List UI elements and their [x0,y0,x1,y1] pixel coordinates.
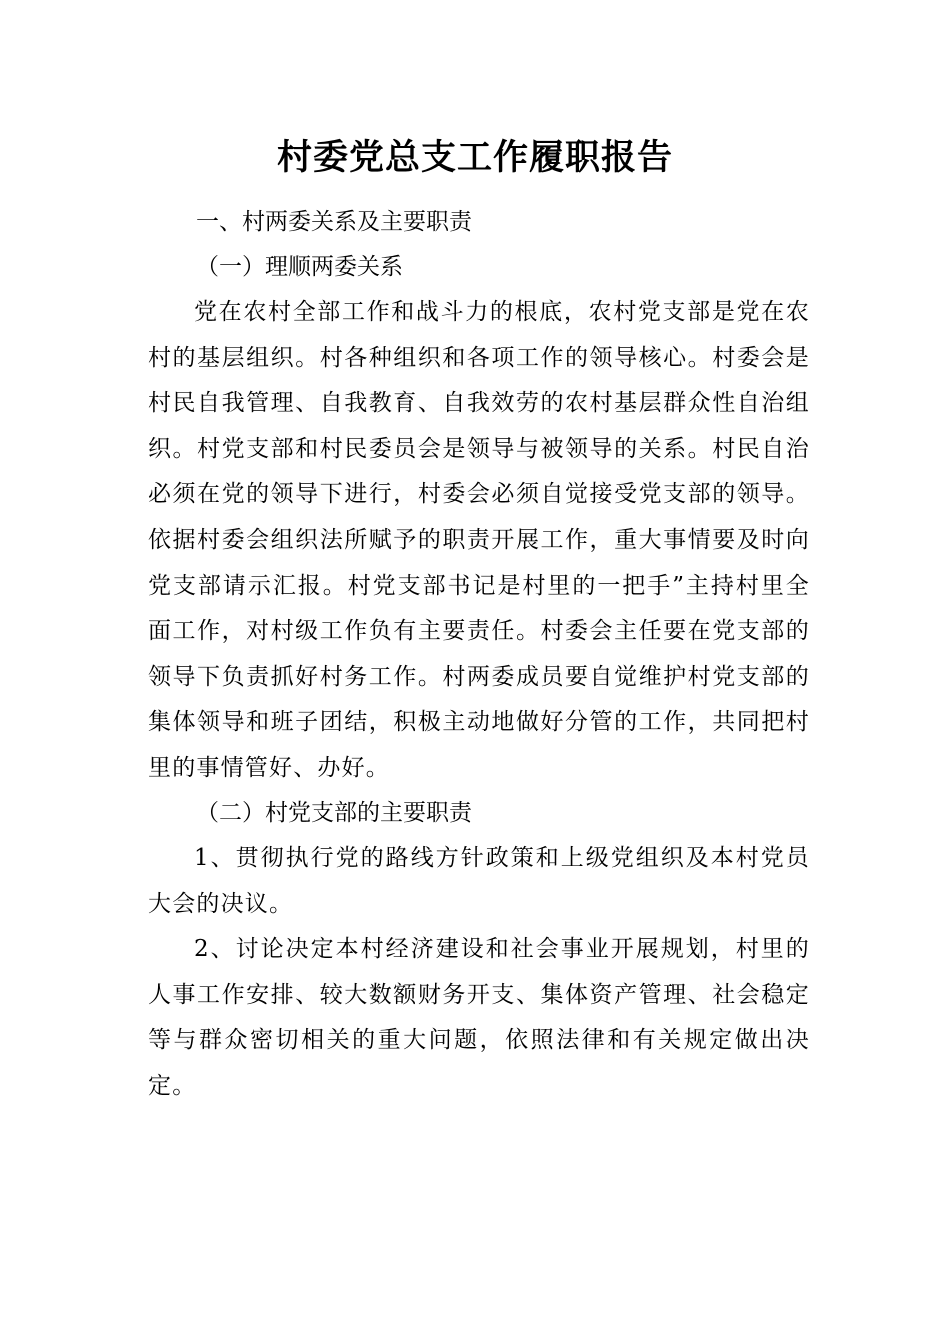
paragraph-two-committees-relationship: 党在农村全部工作和战斗力的根底，农村党支部是党在农村的基层组织。村各种组织和各项工作的领导核心。村委会是村民自我管理、自我教育、自我效劳的农村基层群众性自治组织。村党支部和村民委员会是领导与被领导的关系。村民自治必须在党的领导下进行，村委会必须自觉接受党支部的领导。依据村委会组织法所赋予的职责开展工作，重大事情要及时向党支部请示汇报。村党支部书记是村里的一把手”主持村里全面工作，对村级工作负有主要责任。村委会主任要在党支部的领导下负责抓好村务工作。村两委成员要自觉维护村党支部的集体领导和班子团结，积极主动地做好分管的工作，共同把村里的事情管好、办好。 [148,299,810,781]
list-item: 2、讨论决定本村经济建设和社会事业开展规划，村里的人事工作安排、较大数额财务开支、集体资产管理、社会稳定等与群众密切相关的重大问题，依照法律和有关规定做出决定。 [148,936,810,1099]
list-item: 1、贯彻执行党的路线方针政策和上级党组织及本村党员大会的决议。 [148,845,810,917]
subsection-heading-2: （二）村党支部的主要职责 [196,800,472,826]
document-title: 村委党总支工作履职报告 [276,137,673,178]
subsection-heading-1: （一）理顺两委关系 [196,254,403,280]
section-heading-1: 一、村两委关系及主要职责 [196,209,472,235]
